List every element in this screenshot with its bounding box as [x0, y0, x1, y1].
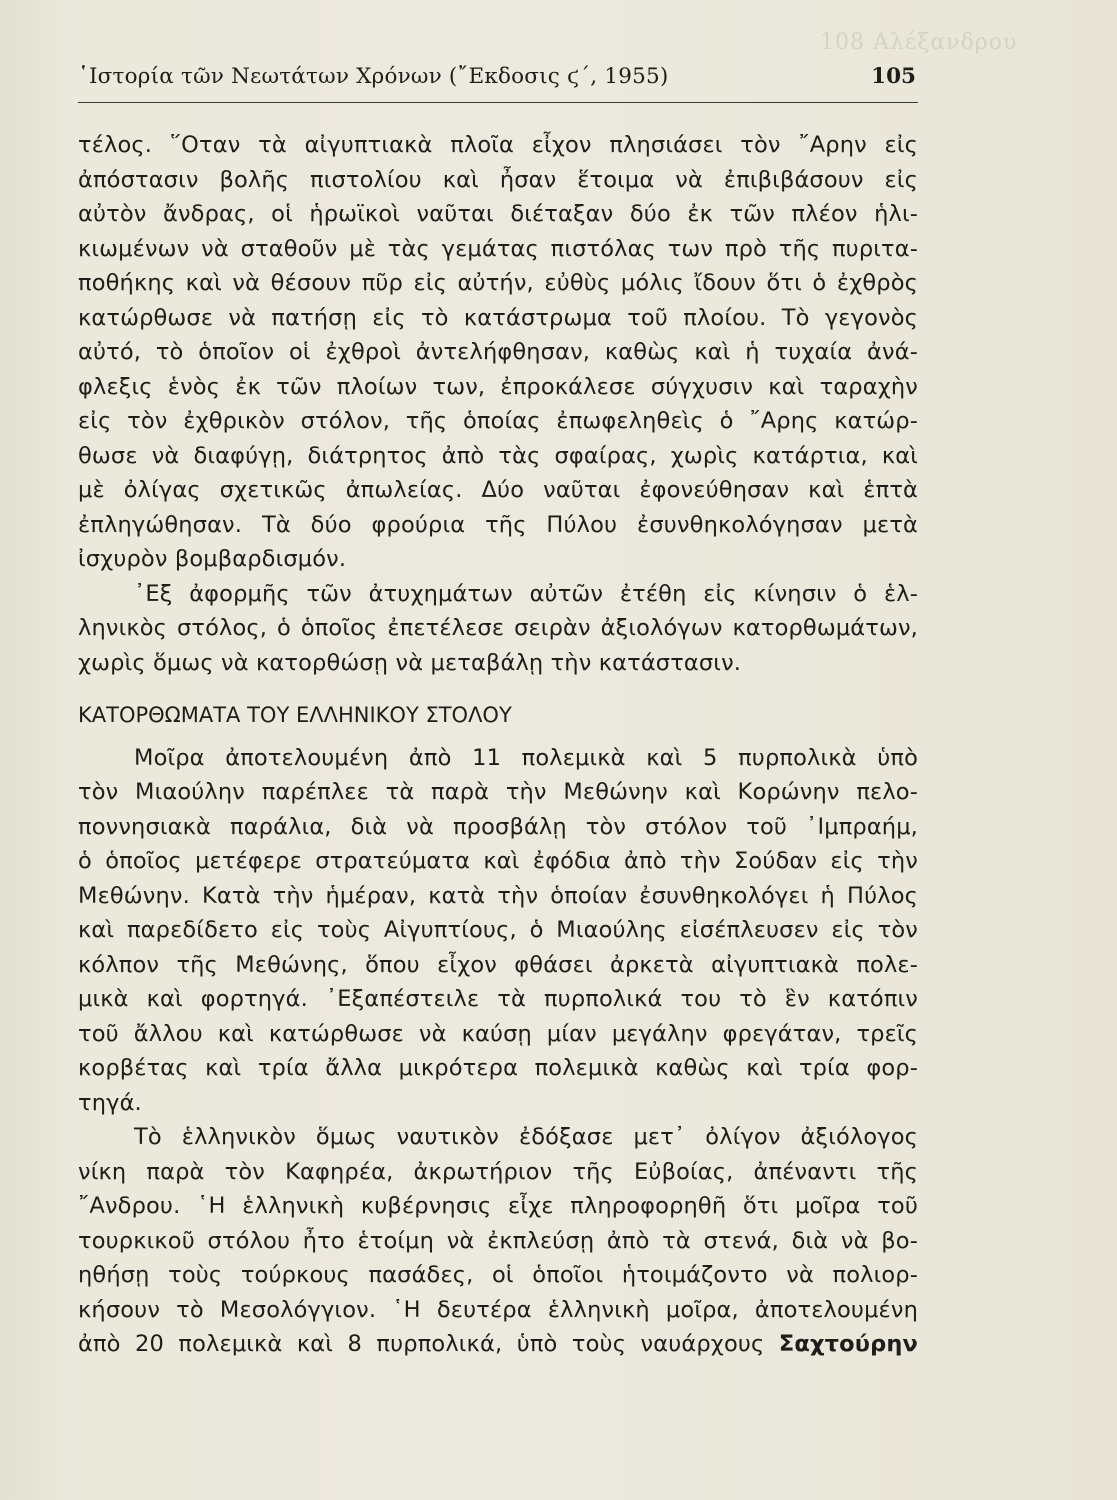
- text-line: τοῦ ἄλλου καὶ κατώρθωσε νὰ καύσῃ μίαν μεγάλην φρεγάταν, τρεῖς: [78, 1020, 918, 1047]
- running-header: [78, 62, 918, 103]
- bold-name: Σαχτούρην: [778, 1331, 918, 1357]
- text-line: φλεξις ἑνὸς ἐκ τῶν πλοίων των, ἐπροκάλεσε σύγχυσιν καὶ ταραχὴν: [78, 373, 918, 400]
- body-text: [78, 128, 918, 1362]
- text-line: Μεθώνην. Κατὰ τὴν ἡμέραν, κατὰ τὴν ὁποίαν ἐσυνθηκολόγει ἡ Πύλος: [78, 882, 918, 909]
- text-line: καὶ παρεδίδετο εἰς τοὺς Αἰγυπτίους, ὁ Μιαούλης εἰσέπλευσεν εἰς τὸν: [78, 917, 918, 943]
- text-line: αὐτό, τὸ ὁποῖον οἱ ἐχθροὶ ἀντελήφθησαν, καθὼς καὶ ἡ τυχαία ἀνά-: [78, 339, 918, 365]
- text-line: Μοῖρα ἀποτελουμένη ἀπὸ 11 πολεμικὰ καὶ 5 πυρπολικὰ ὑπὸ: [134, 744, 918, 771]
- text-line: ποθήκης καὶ νὰ θέσουν πῦρ εἰς αὐτήν, εὐθὺς μόλις ἴδουν ὅτι ὁ ἐχθρὸς: [78, 270, 918, 296]
- text-line: κήσουν τὸ Μεσολόγγιον. ῾Η δευτέρα ἑλληνικὴ μοῖρα, ἀποτελουμένη: [78, 1296, 918, 1323]
- text-line: θωσε νὰ διαφύγῃ, διάτρητος ἀπὸ τὰς σφαίρας, χωρὶς κατάρτια, καὶ: [78, 442, 918, 469]
- text-line: ἀπόστασιν βολῆς πιστολίου καὶ ἦσαν ἕτοιμα νὰ ἐπιβιβάσουν εἰς: [78, 166, 918, 193]
- text-line: ἰσχυρὸν βομβαρδισμόν.: [78, 546, 347, 572]
- text-line: μικὰ καὶ φορτηγά. ᾿Εξαπέστειλε τὰ πυρπολικά του τὸ ἓν κατόπιν: [78, 986, 918, 1012]
- text-line: ῎Ανδρου. ῾Η ἑλληνικὴ κυβέρνησις εἶχε πληροφορηθῆ ὅτι μοῖρα τοῦ: [78, 1193, 918, 1219]
- section-heading: ΚΑΤΟΡΘΩΜΑΤΑ ΤΟΥ ΕΛΛΗΝΙΚΟΥ ΣΤΟΛΟΥ: [78, 703, 512, 727]
- text-line: [78, 1327, 918, 1362]
- text-line: ποννησιακὰ παράλια, διὰ νὰ προσβάλῃ τὸν στόλον τοῦ ᾿Ιμπραήμ,: [78, 813, 918, 840]
- paragraph: [78, 128, 918, 577]
- text-line: ηθήσῃ τοὺς τούρκους πασάδες, οἱ ὁποῖοι ἡτοιμάζοντο νὰ πολιορ-: [78, 1262, 918, 1288]
- text-line: ἐπληγώθησαν. Τὰ δύο φρούρια τῆς Πύλου ἐσυνθηκολόγησαν μετὰ: [78, 511, 918, 538]
- text-line: Τὸ ἑλληνικὸν ὅμως ναυτικὸν ἐδόξασε μετ᾿ ὀλίγον ἀξιόλογος: [134, 1124, 918, 1150]
- page-number: 105: [871, 64, 916, 89]
- text-line: μὲ ὀλίγας σχετικῶς ἀπωλείας. Δύο ναῦται ἐφονεύθησαν καὶ ἑπτὰ: [78, 477, 918, 503]
- text-line: τὸν Μιαούλην παρέπλεε τὰ παρὰ τὴν Μεθώνην καὶ Κορώνην πελο-: [78, 779, 918, 805]
- text-line-prefix: ἀπὸ 20 πολεμικὰ καὶ 8 πυρπολικά, ὑπὸ τοὺς ναυάρχους: [78, 1331, 779, 1357]
- paragraph: [78, 741, 918, 1121]
- text-line: τέλος. ῞Οταν τὰ αἰγυπτιακὰ πλοῖα εἶχον πλησιάσει τὸν ῎Αρην εἰς: [78, 132, 918, 158]
- text-line: χωρὶς ὅμως νὰ κατορθώσῃ νὰ μεταβάλῃ τὴν κατάστασιν.: [78, 649, 742, 676]
- text-line: εἰς τὸν ἐχθρικὸν στόλον, τῆς ὁποίας ἐπωφεληθεὶς ὁ ῎Αρης κατώρ-: [78, 408, 918, 434]
- text-line: κορβέτας καὶ τρία ἄλλα μικρότερα πολεμικὰ καθὼς καὶ τρία φορ-: [78, 1055, 918, 1081]
- text-line: κιωμένων νὰ σταθοῦν μὲ τὰς γεμάτας πιστόλας των πρὸ τῆς πυριτα-: [78, 235, 918, 262]
- text-line: κόλπον τῆς Μεθώνης, ὅπου εἶχον φθάσει ἀρκετὰ αἰγυπτιακὰ πολε-: [78, 951, 918, 978]
- text-line: κατώρθωσε νὰ πατήσῃ εἰς τὸ κατάστρωμα τοῦ πλοίου. Τὸ γεγονὸς: [78, 304, 918, 331]
- text-line: αὐτὸν ἄνδρας, οἱ ἡρωϊκοὶ ναῦται διέταξαν δύο ἐκ τῶν πλέον ἡλι-: [78, 201, 918, 227]
- text-line: τουρκικοῦ στόλου ἦτο ἑτοίμη νὰ ἐκπλεύσῃ ἀπὸ τὰ στενά, διὰ νὰ βο-: [78, 1227, 918, 1254]
- text-line: τηγά.: [78, 1089, 142, 1116]
- bleed-through-text: 108 Αλέξανδρου: [820, 30, 1018, 55]
- paragraph: [78, 1120, 918, 1362]
- spacer: [78, 733, 918, 741]
- paragraph: [78, 577, 918, 681]
- text-line: ὁ ὁποῖος μετέφερε στρατεύματα καὶ ἐφόδια ἀπὸ τὴν Σούδαν εἰς τὴν: [78, 848, 918, 874]
- running-title: ῾Ιστορία τῶν Νεωτάτων Χρόνων (῎Εκδοσις ϛ΄, 1955): [78, 64, 669, 89]
- text-line: ᾿Εξ ἀφορμῆς τῶν ἀτυχημάτων αὐτῶν ἐτέθη εἰς κίνησιν ὁ ἑλ-: [134, 580, 918, 607]
- text-line: ληνικὸς στόλος, ὁ ὁποῖος ἐπετέλεσε σειρὰν ἀξιολόγων κατορθωμάτων,: [78, 615, 918, 641]
- text-line: νίκη παρὰ τὸν Καφηρέα, ἀκρωτήριον τῆς Εὐβοίας, ἀπέναντι τῆς: [78, 1158, 918, 1185]
